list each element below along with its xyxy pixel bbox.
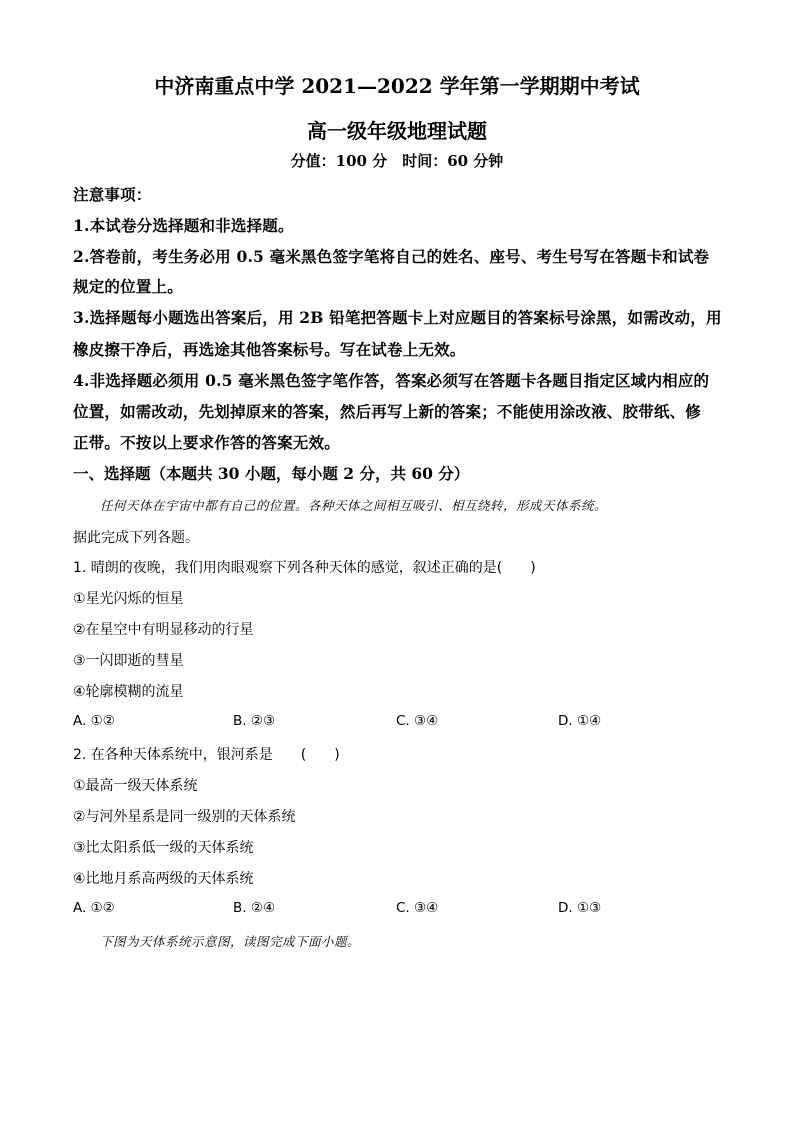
answer-option[interactable]: D. ①④ [558, 713, 602, 729]
question-item: ④轮廓模糊的流星 [73, 684, 184, 700]
answer-option[interactable]: A. ①② [73, 900, 115, 916]
notice-heading: 注意事项： [73, 185, 152, 204]
exam-title: 中济南重点中学 2021—2022 学年第一学期期中考试 [154, 74, 640, 98]
question-stem: 2. 在各种天体系统中，银河系是 ( ) [73, 747, 340, 763]
section-prompt: 据此完成下列各题。 [73, 530, 199, 546]
notice-line: 位置，如需改动，先划掉原来的答案，然后再写上新的答案；不能使用涂改液、胶带纸、修 [73, 402, 702, 421]
figure-intro: 下图为天体系统示意图，读图完成下面小题。 [100, 934, 361, 949]
question-item: ③比太阳系低一级的天体系统 [73, 840, 254, 856]
question-item: ④比地月系高两级的天体系统 [73, 871, 254, 887]
notice-line: 1.本试卷分选择题和非选择题。 [73, 216, 294, 235]
notice-line: 规定的位置上。 [73, 277, 183, 296]
answer-option[interactable]: C. ③④ [396, 900, 439, 916]
question-stem: 1. 晴朗的夜晚，我们用肉眼观察下列各种天体的感觉，叙述正确的是( ) [73, 560, 536, 576]
question-item: ②在星空中有明显移动的行星 [73, 622, 254, 638]
answer-option[interactable]: D. ①③ [558, 900, 602, 916]
question-item: ③一闪即逝的彗星 [73, 653, 184, 669]
question-item: ②与河外星系是同一级别的天体系统 [73, 809, 296, 825]
answer-option[interactable]: B. ②④ [233, 900, 276, 916]
section-intro: 任何天体在宇宙中都有自己的位置。各种天体之间相互吸引、相互绕转，形成天体系统。 [100, 498, 608, 513]
notice-line: 正带。不按以上要求作答的答案无效。 [73, 433, 340, 452]
notice-line: 3.选择题每小题选出答案后，用 2B 铅笔把答题卡上对应题目的答案标号涂黑，如需改动，用 [73, 308, 722, 327]
notice-line: 4.非选择题必须用 0.5 毫米黑色签字笔作答，答案必须写在答题卡各题目指定区域内相应的 [73, 371, 710, 390]
notice-line: 2.答卷前，考生务必用 0.5 毫米黑色签字笔将自己的姓名、座号、考生号写在答题卡和试卷 [73, 247, 710, 266]
answer-option[interactable]: B. ②③ [233, 713, 276, 729]
question-item: ①最高一级天体系统 [73, 778, 198, 794]
exam-meta: 分值：100 分 时间：60 分钟 [290, 152, 504, 170]
answer-option[interactable]: C. ③④ [396, 713, 439, 729]
question-item: ①星光闪烁的恒星 [73, 591, 184, 607]
section-heading: 一、选择题（本题共 30 小题，每小题 2 分，共 60 分） [73, 464, 470, 483]
answer-option[interactable]: A. ①② [73, 713, 115, 729]
exam-subtitle: 高一级年级地理试题 [307, 119, 487, 143]
notice-line: 橡皮擦干净后，再选途其他答案标号。写在试卷上无效。 [73, 340, 466, 359]
